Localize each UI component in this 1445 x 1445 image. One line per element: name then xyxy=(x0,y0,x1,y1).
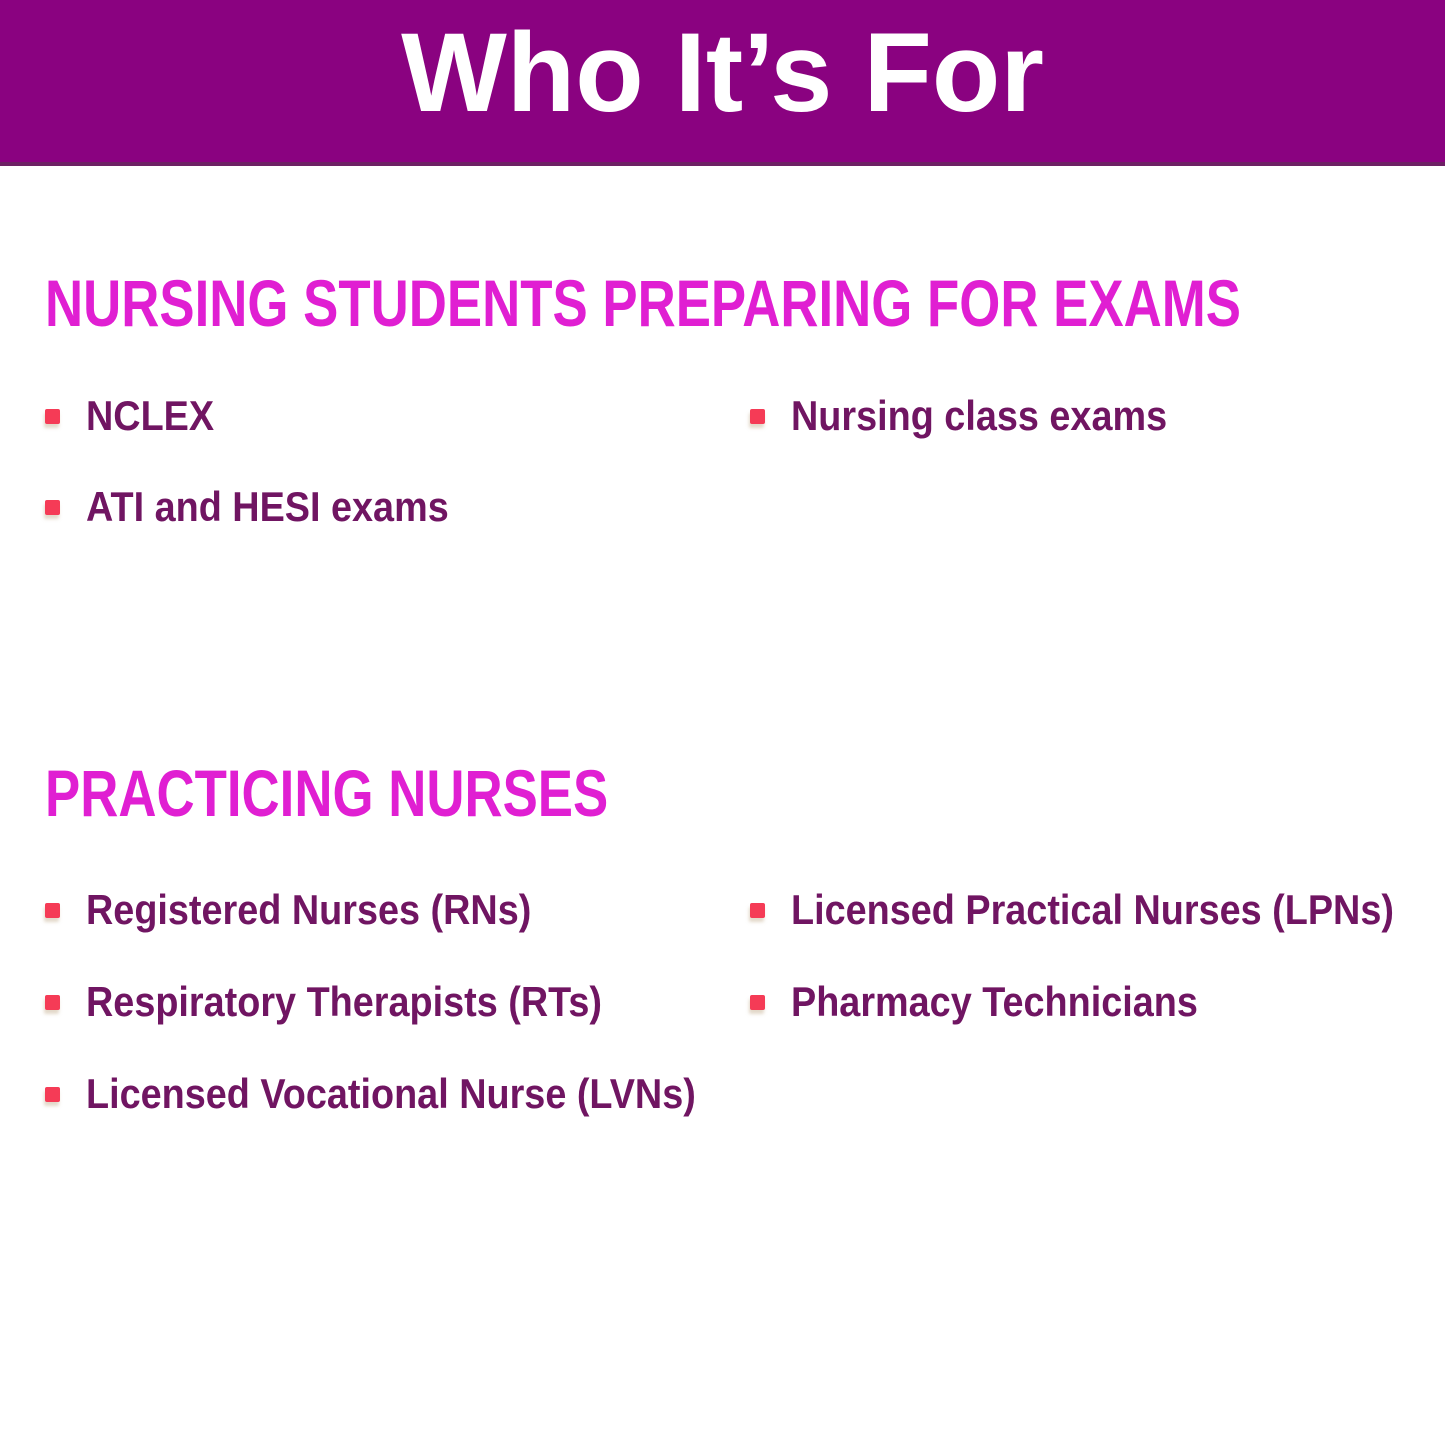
section-heading-practicing-nurses: PRACTICING NURSES xyxy=(45,756,609,830)
list-item-nursing-class-exams xyxy=(750,392,1209,440)
list-item-licensed-practical-nurses xyxy=(750,886,1445,934)
bullet-square-icon xyxy=(750,409,765,424)
list-item-label: Pharmacy Technicians xyxy=(791,978,1198,1025)
list-item-label: ATI and HESI exams xyxy=(86,483,449,530)
bullet-square-icon xyxy=(750,995,765,1010)
list-item-label: Licensed Vocational Nurse (LVNs) xyxy=(86,1070,696,1117)
page-title: Who It’s For xyxy=(401,10,1044,135)
list-item-pharmacy-technicians xyxy=(750,978,1243,1026)
list-item-licensed-vocational-nurse xyxy=(45,1070,764,1118)
bullet-square-icon xyxy=(45,903,60,918)
bullet-square-icon xyxy=(45,995,60,1010)
list-item-label: NCLEX xyxy=(86,392,215,439)
header-banner xyxy=(0,0,1445,166)
list-item-label: Respiratory Therapists (RTs) xyxy=(86,978,603,1025)
bullet-square-icon xyxy=(45,500,60,515)
list-item-label: Nursing class exams xyxy=(791,392,1168,439)
list-item-respiratory-therapists xyxy=(45,978,659,1026)
list-item-label: Registered Nurses (RNs) xyxy=(86,886,532,933)
section-heading-nursing-students: NURSING STUDENTS PREPARING FOR EXAMS xyxy=(45,266,1241,340)
list-item-label: Licensed Practical Nurses (LPNs) xyxy=(791,886,1394,933)
bullet-square-icon xyxy=(45,409,60,424)
list-item-registered-nurses xyxy=(45,886,581,934)
bullet-square-icon xyxy=(750,903,765,918)
list-item-nclex xyxy=(45,392,228,440)
list-item-ati-hesi xyxy=(45,483,489,531)
bullet-square-icon xyxy=(45,1087,60,1102)
